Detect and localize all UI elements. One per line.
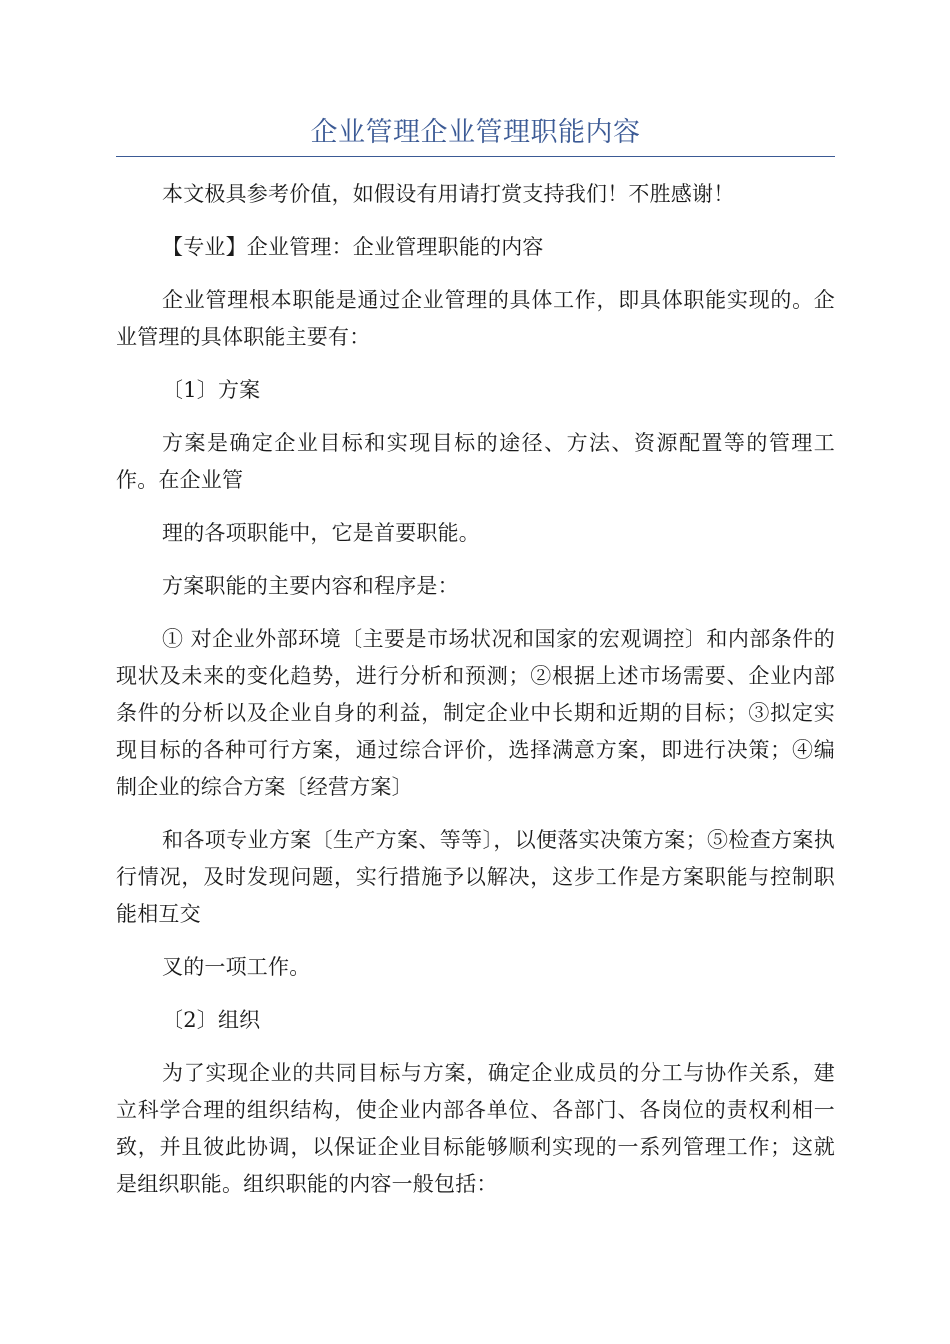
section-heading-organize: 〔2〕组织 — [162, 1008, 261, 1032]
paragraph-subtitle: 【专业】企业管理：企业管理职能的内容 — [162, 235, 544, 259]
paragraph-plan-content: 方案职能的主要内容和程序是： — [162, 574, 459, 598]
document-title: 企业管理企业管理职能内容 — [310, 117, 641, 148]
section-heading-plan: 〔1〕方案 — [162, 378, 261, 402]
paragraph-plan-definition: 方案是确定企业目标和实现目标的途径、方法、资源配置等的管理工作。在企业管 — [116, 431, 835, 492]
title-header — [116, 110, 835, 157]
paragraph-plan-primary: 理的各项职能中，它是首要职能。 — [162, 521, 480, 545]
paragraph-plan-steps: ① 对企业外部环境〔主要是市场状况和国家的宏观调控〕和内部条件的现状及未来的变化趋势，进行分析和预测；②根据上述市场需要、企业内部条件的分析以及企业自身的利益，制定企业中长期和近期的目标；③拟定实现目标的各种可行方案，通过综合评价，选择满意方案，即进行决策；④编制企业的综合方案〔经营方案〕 — [116, 627, 835, 799]
document-body — [116, 176, 835, 1203]
paragraph-plan-end: 叉的一项工作。 — [162, 955, 311, 979]
paragraph-organize-definition: 为了实现企业的共同目标与方案，确定企业成员的分工与协作关系，建立科学合理的组织结构，使企业内部各单位、各部门、各岗位的责权利相一致，并且彼此协调，以保证企业目标能够顺利实现的一系列管理工作；这就是组织职能。组织职能的内容一般包括： — [116, 1061, 835, 1196]
paragraph-intro: 本文极具参考价值，如假设有用请打赏支持我们！不胜感谢！ — [162, 182, 735, 206]
paragraph-overview: 企业管理根本职能是通过企业管理的具体工作，即具体职能实现的。企业管理的具体职能主要有： — [116, 288, 835, 349]
paragraph-plan-steps-cont: 和各项专业方案〔生产方案、等等〕，以便落实决策方案；⑤检查方案执行情况，及时发现问题，实行措施予以解决，这步工作是方案职能与控制职能相互交 — [116, 828, 835, 926]
